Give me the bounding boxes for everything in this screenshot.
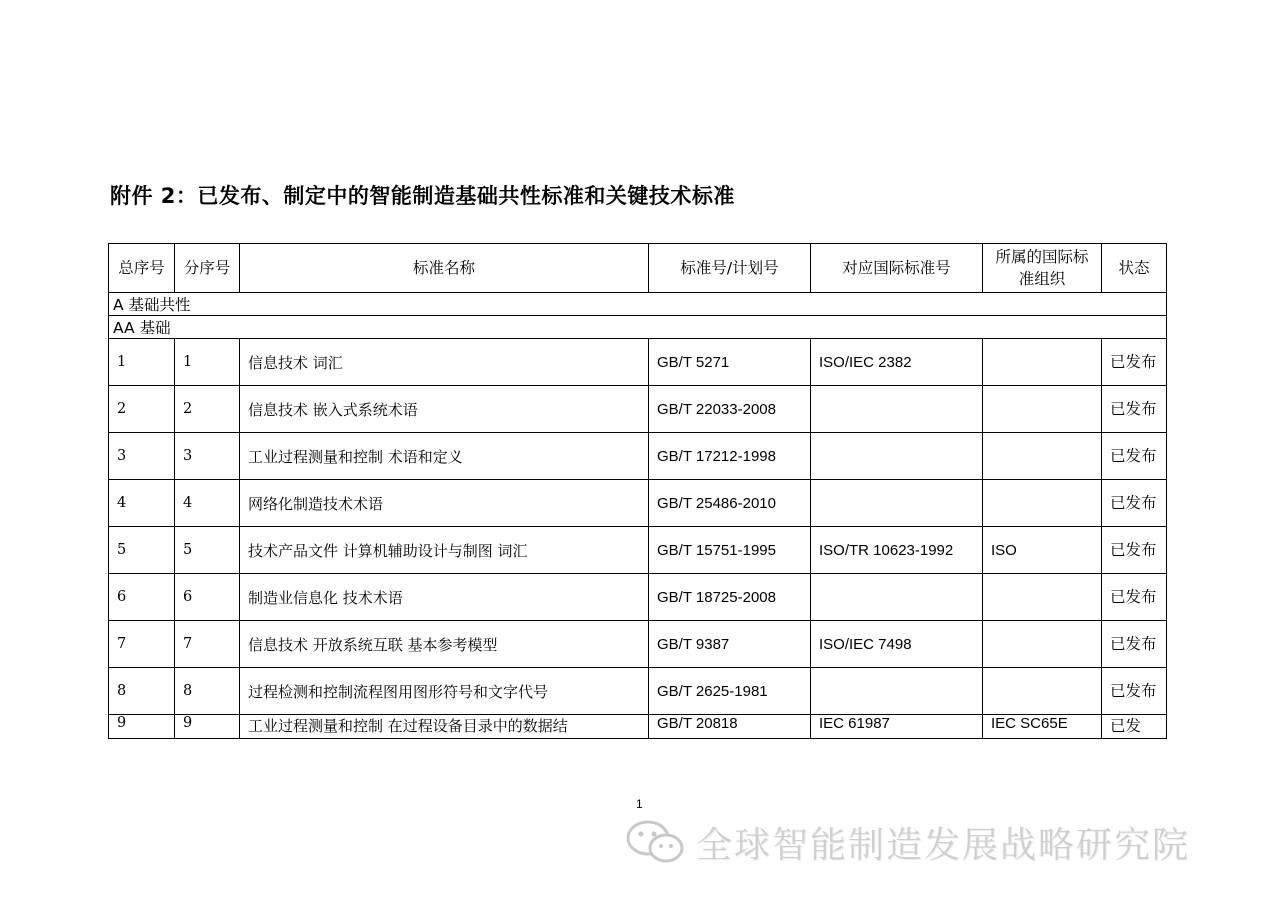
table-row <box>109 527 1167 574</box>
table-row <box>109 715 1167 739</box>
cell-status: 已发布 <box>1102 527 1167 574</box>
cell-sub-seq: 1 <box>175 339 240 386</box>
cell-standard-code: GB/T 18725-2008 <box>649 574 811 621</box>
cell-standard-code: GB/T 17212-1998 <box>649 433 811 480</box>
cell-total-seq: 2 <box>109 386 175 433</box>
cell-standard-code: GB/T 5271 <box>649 339 811 386</box>
cell-status: 已发 <box>1102 715 1167 739</box>
cell-intl-code <box>811 480 983 527</box>
cell-sub-seq: 9 <box>175 715 240 739</box>
wechat-icon <box>624 818 688 866</box>
cell-intl-code: ISO/IEC 2382 <box>811 339 983 386</box>
cell-status: 已发布 <box>1102 668 1167 715</box>
cell-status: 已发布 <box>1102 339 1167 386</box>
cell-intl-org <box>983 433 1102 480</box>
cell-standard-code: GB/T 15751-1995 <box>649 527 811 574</box>
document-title: 附件 2：已发布、制定中的智能制造基础共性标准和关键技术标准 <box>110 184 735 208</box>
cell-status: 已发布 <box>1102 480 1167 527</box>
cell-intl-code <box>811 668 983 715</box>
header-name: 标准名称 <box>240 244 649 293</box>
cell-intl-org <box>983 386 1102 433</box>
cell-intl-org: IEC SC65E <box>983 715 1102 739</box>
cell-sub-seq: 5 <box>175 527 240 574</box>
section-label: A 基础共性 <box>109 293 1167 316</box>
cell-intl-code <box>811 574 983 621</box>
page-number: 1 <box>636 797 643 811</box>
cell-total-seq: 5 <box>109 527 175 574</box>
section-row <box>109 293 1167 316</box>
cell-total-seq: 7 <box>109 621 175 668</box>
watermark <box>624 812 1190 872</box>
header-code: 标准号/计划号 <box>649 244 811 293</box>
cell-intl-code: ISO/TR 10623-1992 <box>811 527 983 574</box>
cell-intl-code <box>811 433 983 480</box>
table-row <box>109 574 1167 621</box>
table-header-row <box>109 244 1167 293</box>
cell-standard-name: 信息技术 词汇 <box>240 339 649 386</box>
cell-standard-name: 过程检测和控制流程图用图形符号和文字代号 <box>240 668 649 715</box>
cell-status: 已发布 <box>1102 621 1167 668</box>
cell-intl-org <box>983 339 1102 386</box>
cell-intl-org <box>983 574 1102 621</box>
header-sub-seq: 分序号 <box>175 244 240 293</box>
cell-sub-seq: 6 <box>175 574 240 621</box>
cell-intl-code: IEC 61987 <box>811 715 983 739</box>
header-org: 所属的国际标准组织 <box>983 244 1102 293</box>
table-row <box>109 621 1167 668</box>
watermark-text: 全球智能制造发展战略研究院 <box>696 824 1191 866</box>
cell-total-seq: 3 <box>109 433 175 480</box>
cell-standard-name: 工业过程测量和控制 在过程设备目录中的数据结 <box>240 715 649 739</box>
table-row <box>109 386 1167 433</box>
cell-sub-seq: 2 <box>175 386 240 433</box>
cell-intl-code: ISO/IEC 7498 <box>811 621 983 668</box>
table-row <box>109 480 1167 527</box>
cell-status: 已发布 <box>1102 574 1167 621</box>
cell-sub-seq: 7 <box>175 621 240 668</box>
cell-intl-code <box>811 386 983 433</box>
subsection-row <box>109 316 1167 339</box>
cell-standard-name: 信息技术 嵌入式系统术语 <box>240 386 649 433</box>
header-intl: 对应国际标准号 <box>811 244 983 293</box>
standards-table <box>108 243 1167 739</box>
table-row <box>109 339 1167 386</box>
cell-standard-name: 技术产品文件 计算机辅助设计与制图 词汇 <box>240 527 649 574</box>
cell-sub-seq: 3 <box>175 433 240 480</box>
cell-total-seq: 6 <box>109 574 175 621</box>
cell-standard-code: GB/T 9387 <box>649 621 811 668</box>
cell-standard-code: GB/T 25486-2010 <box>649 480 811 527</box>
cell-status: 已发布 <box>1102 386 1167 433</box>
cell-standard-name: 信息技术 开放系统互联 基本参考模型 <box>240 621 649 668</box>
subsection-label: AA 基础 <box>109 316 1167 339</box>
cell-standard-name: 制造业信息化 技术术语 <box>240 574 649 621</box>
header-total-seq: 总序号 <box>109 244 175 293</box>
cell-standard-code: GB/T 22033-2008 <box>649 386 811 433</box>
cell-standard-name: 工业过程测量和控制 术语和定义 <box>240 433 649 480</box>
cell-total-seq: 9 <box>109 715 175 739</box>
cell-standard-code: GB/T 2625-1981 <box>649 668 811 715</box>
cell-status: 已发布 <box>1102 433 1167 480</box>
cell-standard-name: 网络化制造技术术语 <box>240 480 649 527</box>
cell-total-seq: 8 <box>109 668 175 715</box>
cell-total-seq: 1 <box>109 339 175 386</box>
table-row <box>109 668 1167 715</box>
cell-sub-seq: 8 <box>175 668 240 715</box>
cell-intl-org: ISO <box>983 527 1102 574</box>
cell-standard-code: GB/T 20818 <box>649 715 811 739</box>
header-status: 状态 <box>1102 244 1167 293</box>
table-row <box>109 433 1167 480</box>
cell-intl-org <box>983 621 1102 668</box>
cell-sub-seq: 4 <box>175 480 240 527</box>
cell-intl-org <box>983 480 1102 527</box>
cell-intl-org <box>983 668 1102 715</box>
cell-total-seq: 4 <box>109 480 175 527</box>
